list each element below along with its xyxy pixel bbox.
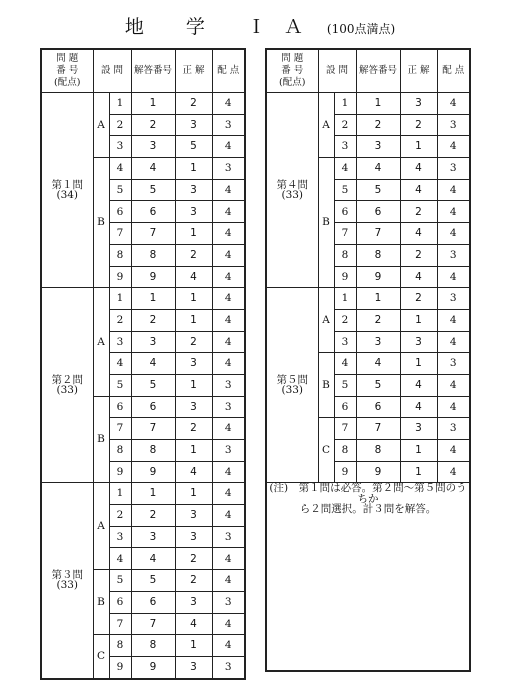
section-label: B bbox=[93, 158, 109, 288]
table-row bbox=[41, 483, 245, 505]
sub-question: 7 bbox=[109, 223, 131, 245]
sub-question: 9 bbox=[109, 461, 131, 483]
point-value: 3 bbox=[437, 244, 470, 266]
answer-number: 8 bbox=[131, 244, 175, 266]
answer-number: 9 bbox=[356, 266, 400, 288]
answer-number: 9 bbox=[131, 656, 175, 678]
answer-number: 4 bbox=[356, 353, 400, 375]
answer-number: 6 bbox=[356, 396, 400, 418]
correct-answer: 4 bbox=[400, 374, 437, 396]
point-value: 4 bbox=[437, 266, 470, 288]
header-setsumon: 設 問 bbox=[318, 49, 356, 93]
correct-answer: 2 bbox=[400, 201, 437, 223]
header-points: 配 点 bbox=[212, 49, 245, 93]
point-value: 4 bbox=[212, 266, 245, 288]
answer-number: 9 bbox=[131, 461, 175, 483]
point-value: 3 bbox=[212, 656, 245, 678]
answer-number: 1 bbox=[131, 288, 175, 310]
answer-number: 8 bbox=[131, 440, 175, 462]
point-value: 4 bbox=[437, 461, 470, 483]
sub-question: 5 bbox=[109, 179, 131, 201]
correct-answer: 4 bbox=[175, 461, 212, 483]
point-value: 4 bbox=[212, 201, 245, 223]
sub-question: 3 bbox=[334, 136, 356, 158]
sub-question: 4 bbox=[334, 158, 356, 180]
sub-question: 6 bbox=[334, 201, 356, 223]
correct-answer: 1 bbox=[400, 136, 437, 158]
point-value: 3 bbox=[212, 526, 245, 548]
sub-question: 1 bbox=[109, 483, 131, 505]
point-value: 4 bbox=[212, 635, 245, 657]
correct-answer: 3 bbox=[175, 114, 212, 136]
point-value: 4 bbox=[437, 223, 470, 245]
answer-number: 5 bbox=[131, 374, 175, 396]
answer-number: 7 bbox=[131, 613, 175, 635]
correct-answer: 3 bbox=[175, 526, 212, 548]
point-value: 4 bbox=[437, 93, 470, 115]
correct-answer: 4 bbox=[400, 158, 437, 180]
question-number: 第３問 bbox=[51, 568, 83, 581]
correct-answer: 3 bbox=[175, 656, 212, 678]
point-value: 4 bbox=[437, 374, 470, 396]
point-value: 4 bbox=[212, 418, 245, 440]
answer-table-right bbox=[265, 48, 471, 672]
sub-question: 3 bbox=[109, 136, 131, 158]
sub-question: 5 bbox=[109, 374, 131, 396]
point-value: 3 bbox=[437, 158, 470, 180]
correct-answer: 1 bbox=[175, 483, 212, 505]
section-label: A bbox=[318, 288, 334, 353]
answer-number: 6 bbox=[131, 591, 175, 613]
question-number: 第１問 bbox=[51, 178, 83, 191]
answer-number: 2 bbox=[356, 114, 400, 136]
point-value: 4 bbox=[212, 331, 245, 353]
sub-question: 8 bbox=[334, 244, 356, 266]
section-label: B bbox=[93, 570, 109, 635]
sub-question: 2 bbox=[334, 309, 356, 331]
sub-question: 4 bbox=[109, 353, 131, 375]
correct-answer: 1 bbox=[175, 288, 212, 310]
point-value: 3 bbox=[212, 114, 245, 136]
correct-answer: 4 bbox=[400, 223, 437, 245]
correct-answer: 4 bbox=[400, 396, 437, 418]
sub-question: 8 bbox=[109, 244, 131, 266]
point-value: 4 bbox=[437, 396, 470, 418]
question-points: (33) bbox=[56, 384, 79, 397]
answer-number: 2 bbox=[356, 309, 400, 331]
answer-number: 3 bbox=[356, 331, 400, 353]
sub-question: 9 bbox=[334, 461, 356, 483]
sub-question: 2 bbox=[109, 309, 131, 331]
table-row bbox=[41, 288, 245, 310]
point-value: 4 bbox=[212, 223, 245, 245]
note-row bbox=[266, 483, 470, 671]
question-label bbox=[266, 93, 318, 288]
note-line: (注) 第１問は必答。第２問～第５問のうちか bbox=[269, 482, 467, 505]
point-value: 3 bbox=[437, 114, 470, 136]
answer-number: 6 bbox=[131, 396, 175, 418]
section-label: A bbox=[93, 93, 109, 158]
correct-answer: 4 bbox=[400, 179, 437, 201]
answer-number: 5 bbox=[131, 570, 175, 592]
answer-number: 3 bbox=[131, 136, 175, 158]
sub-question: 7 bbox=[334, 223, 356, 245]
sub-question: 8 bbox=[109, 635, 131, 657]
point-value: 4 bbox=[212, 505, 245, 527]
header-correct: 正 解 bbox=[175, 49, 212, 93]
correct-answer: 1 bbox=[175, 440, 212, 462]
point-value: 4 bbox=[212, 461, 245, 483]
answer-number: 8 bbox=[131, 635, 175, 657]
point-value: 3 bbox=[212, 591, 245, 613]
sub-question: 1 bbox=[109, 93, 131, 115]
point-value: 4 bbox=[212, 179, 245, 201]
point-value: 3 bbox=[437, 353, 470, 375]
sub-question: 5 bbox=[109, 570, 131, 592]
correct-answer: 2 bbox=[175, 331, 212, 353]
title-sub: (100点満点) bbox=[326, 22, 396, 36]
sub-question: 9 bbox=[109, 656, 131, 678]
correct-answer: 2 bbox=[175, 548, 212, 570]
point-value: 3 bbox=[212, 440, 245, 462]
answer-table-left bbox=[40, 48, 246, 680]
header-answer-number: 解答番号 bbox=[131, 49, 175, 93]
correct-answer: 1 bbox=[175, 158, 212, 180]
sub-question: 3 bbox=[109, 331, 131, 353]
correct-answer: 1 bbox=[175, 374, 212, 396]
point-value: 4 bbox=[212, 570, 245, 592]
sub-question: 5 bbox=[334, 374, 356, 396]
point-value: 3 bbox=[437, 418, 470, 440]
section-label: B bbox=[318, 158, 334, 288]
answer-number: 5 bbox=[131, 179, 175, 201]
correct-answer: 3 bbox=[175, 353, 212, 375]
question-label bbox=[41, 483, 93, 679]
point-value: 4 bbox=[212, 613, 245, 635]
answer-number: 4 bbox=[131, 158, 175, 180]
question-number: 第４問 bbox=[276, 178, 308, 191]
sub-question: 6 bbox=[109, 201, 131, 223]
answer-number: 2 bbox=[131, 114, 175, 136]
header-points: 配 点 bbox=[437, 49, 470, 93]
correct-answer: 3 bbox=[175, 396, 212, 418]
answer-number: 4 bbox=[131, 353, 175, 375]
point-value: 4 bbox=[437, 136, 470, 158]
table-row bbox=[266, 93, 470, 115]
correct-answer: 3 bbox=[400, 331, 437, 353]
sub-question: 9 bbox=[334, 266, 356, 288]
section-label: A bbox=[93, 483, 109, 570]
correct-answer: 2 bbox=[175, 244, 212, 266]
section-label: B bbox=[318, 353, 334, 418]
correct-answer: 1 bbox=[175, 309, 212, 331]
sub-question: 2 bbox=[109, 505, 131, 527]
answer-number: 9 bbox=[131, 266, 175, 288]
correct-answer: 3 bbox=[175, 179, 212, 201]
sub-question: 6 bbox=[334, 396, 356, 418]
sub-question: 8 bbox=[334, 440, 356, 462]
answer-number: 6 bbox=[356, 201, 400, 223]
point-value: 3 bbox=[212, 396, 245, 418]
sub-question: 4 bbox=[109, 158, 131, 180]
point-value: 4 bbox=[212, 244, 245, 266]
correct-answer: 3 bbox=[400, 418, 437, 440]
point-value: 4 bbox=[212, 93, 245, 115]
sub-question: 1 bbox=[109, 288, 131, 310]
correct-answer: 2 bbox=[175, 93, 212, 115]
correct-answer: 1 bbox=[400, 440, 437, 462]
answer-number: 1 bbox=[356, 93, 400, 115]
answer-number: 3 bbox=[356, 136, 400, 158]
point-value: 3 bbox=[212, 374, 245, 396]
question-points: (34) bbox=[56, 189, 79, 202]
point-value: 4 bbox=[212, 309, 245, 331]
correct-answer: 3 bbox=[400, 93, 437, 115]
sub-question: 9 bbox=[109, 266, 131, 288]
correct-answer: 2 bbox=[175, 418, 212, 440]
sub-question: 1 bbox=[334, 288, 356, 310]
correct-answer: 5 bbox=[175, 136, 212, 158]
header-answer-number: 解答番号 bbox=[356, 49, 400, 93]
point-value: 4 bbox=[437, 179, 470, 201]
answer-number: 1 bbox=[356, 288, 400, 310]
header-mondai: 問 題 番 号 (配点) bbox=[266, 49, 318, 93]
answer-number: 2 bbox=[131, 505, 175, 527]
sub-question: 5 bbox=[334, 179, 356, 201]
table-row bbox=[266, 288, 470, 310]
point-value: 4 bbox=[212, 483, 245, 505]
title-main: 地 学 ＩＡ bbox=[124, 16, 321, 38]
point-value: 4 bbox=[212, 548, 245, 570]
correct-answer: 2 bbox=[400, 244, 437, 266]
sub-question: 2 bbox=[334, 114, 356, 136]
question-number: 第２問 bbox=[51, 373, 83, 386]
answer-number: 6 bbox=[131, 201, 175, 223]
point-value: 4 bbox=[437, 309, 470, 331]
section-label: A bbox=[93, 288, 109, 396]
question-number: 第５問 bbox=[276, 373, 308, 386]
sub-question: 7 bbox=[109, 418, 131, 440]
correct-answer: 1 bbox=[400, 353, 437, 375]
correct-answer: 2 bbox=[400, 288, 437, 310]
correct-answer: 3 bbox=[175, 201, 212, 223]
header-row bbox=[41, 49, 245, 93]
answer-number: 7 bbox=[356, 418, 400, 440]
answer-number: 4 bbox=[356, 158, 400, 180]
sub-question: 7 bbox=[109, 613, 131, 635]
sub-question: 8 bbox=[109, 440, 131, 462]
correct-answer: 3 bbox=[175, 505, 212, 527]
answer-number: 4 bbox=[131, 548, 175, 570]
page-title bbox=[0, 12, 520, 39]
sub-question: 6 bbox=[109, 591, 131, 613]
question-label bbox=[266, 288, 318, 483]
correct-answer: 4 bbox=[175, 613, 212, 635]
answer-number: 2 bbox=[131, 309, 175, 331]
point-value: 4 bbox=[212, 353, 245, 375]
sub-question: 1 bbox=[334, 93, 356, 115]
question-points: (33) bbox=[281, 384, 304, 397]
answer-number: 8 bbox=[356, 244, 400, 266]
answer-number: 7 bbox=[131, 223, 175, 245]
correct-answer: 1 bbox=[400, 309, 437, 331]
answer-number: 5 bbox=[356, 374, 400, 396]
answer-number: 7 bbox=[131, 418, 175, 440]
sub-question: 3 bbox=[334, 331, 356, 353]
section-label: B bbox=[93, 396, 109, 483]
point-value: 4 bbox=[212, 136, 245, 158]
header-correct: 正 解 bbox=[400, 49, 437, 93]
correct-answer: 2 bbox=[175, 570, 212, 592]
sub-question: 7 bbox=[334, 418, 356, 440]
answer-number: 8 bbox=[356, 440, 400, 462]
point-value: 4 bbox=[437, 331, 470, 353]
question-label bbox=[41, 288, 93, 483]
question-points: (33) bbox=[56, 579, 79, 592]
answer-number: 3 bbox=[131, 526, 175, 548]
correct-answer: 4 bbox=[400, 266, 437, 288]
note-cell bbox=[266, 483, 470, 671]
header-setsumon: 設 問 bbox=[93, 49, 131, 93]
point-value: 3 bbox=[437, 288, 470, 310]
correct-answer: 1 bbox=[400, 461, 437, 483]
correct-answer: 1 bbox=[175, 635, 212, 657]
answer-number: 5 bbox=[356, 179, 400, 201]
question-points: (33) bbox=[281, 189, 304, 202]
sub-question: 3 bbox=[109, 526, 131, 548]
point-value: 4 bbox=[212, 288, 245, 310]
answer-number: 7 bbox=[356, 223, 400, 245]
sub-question: 6 bbox=[109, 396, 131, 418]
header-mondai: 問 題 番 号 (配点) bbox=[41, 49, 93, 93]
section-label: A bbox=[318, 93, 334, 158]
correct-answer: 2 bbox=[400, 114, 437, 136]
sub-question: 4 bbox=[334, 353, 356, 375]
correct-answer: 4 bbox=[175, 266, 212, 288]
answer-number: 1 bbox=[131, 93, 175, 115]
answer-number: 3 bbox=[131, 331, 175, 353]
question-label bbox=[41, 93, 93, 288]
correct-answer: 3 bbox=[175, 591, 212, 613]
note-line: ら２問選択。計３問を解答。 bbox=[299, 503, 437, 516]
section-label: C bbox=[93, 635, 109, 679]
header-row bbox=[266, 49, 470, 93]
answer-number: 1 bbox=[131, 483, 175, 505]
point-value: 4 bbox=[437, 201, 470, 223]
table-row bbox=[41, 93, 245, 115]
sub-question: 4 bbox=[109, 548, 131, 570]
point-value: 4 bbox=[437, 440, 470, 462]
section-label: C bbox=[318, 418, 334, 483]
point-value: 3 bbox=[212, 158, 245, 180]
answer-number: 9 bbox=[356, 461, 400, 483]
sub-question: 2 bbox=[109, 114, 131, 136]
correct-answer: 1 bbox=[175, 223, 212, 245]
